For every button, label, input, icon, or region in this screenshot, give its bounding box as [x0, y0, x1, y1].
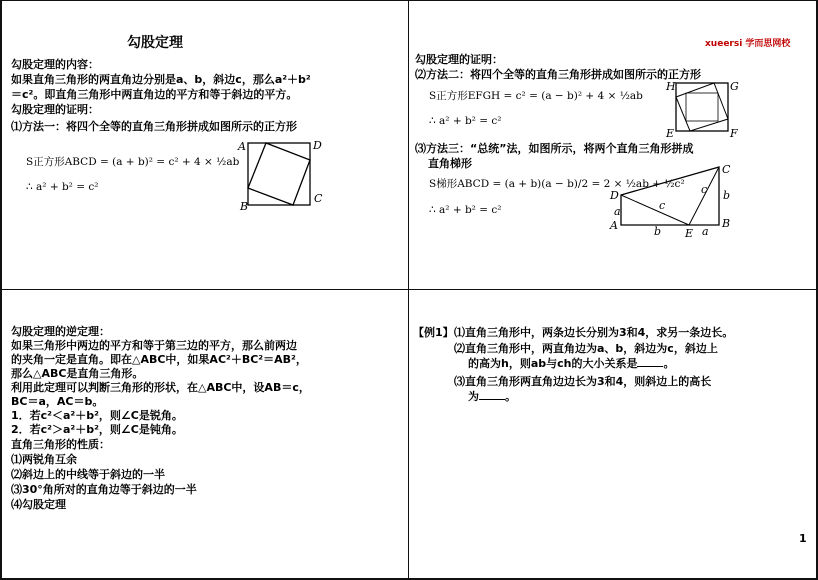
- question-3-text: 为: [468, 390, 479, 403]
- converse-heading: 勾股定理的逆定理：: [11, 325, 110, 338]
- converse-line5: BC＝a，AC＝b。: [11, 395, 104, 408]
- proof-heading: 勾股定理的证明：: [11, 103, 99, 116]
- question-1: ⑴直角三角形中，两条边长分别为3和4，求另一条边长。: [454, 326, 734, 339]
- slide1-title: 勾股定理: [127, 35, 183, 51]
- converse-line4: 利用此定理可以判断三角形的形状，在△ABC中，设AB＝c，: [11, 381, 310, 394]
- trap-side-c-right: c: [701, 183, 708, 196]
- formula-square-efgh: S正方形EFGH = c² = (a − b)² + 4 × ½ab: [429, 90, 643, 102]
- trap-side-b-right: b: [723, 189, 731, 202]
- converse-line6: 1．若c²＜a²＋b²，则∠C是锐角。: [11, 409, 183, 422]
- figure-square-efgh: [664, 77, 744, 141]
- property-3: ⑶30°角所对的直角边等于斜边的一半: [11, 483, 197, 496]
- fig1-label-a: A: [238, 140, 246, 153]
- slide-top-right: [409, 1, 816, 289]
- trap-side-c-middle: c: [659, 199, 666, 212]
- question-2-line1: ⑵直角三角形中，两直角边为a、b，斜边为c，斜边上: [454, 342, 718, 355]
- figure-square-abcd: [236, 138, 331, 213]
- question-3-line1: ⑶直角三角形两直角边边长为3和4，则斜边上的高长: [454, 375, 712, 388]
- trap-side-b-bottom: b: [654, 225, 662, 238]
- trap-label-a: A: [610, 219, 618, 232]
- fig1-label-b: B: [240, 200, 249, 213]
- formula-square-abcd: S正方形ABCD = (a + b)² = c² + 4 × ½ab: [26, 156, 240, 168]
- trap-side-a-bottom: a: [702, 225, 709, 238]
- method1-text: ⑴方法一：将四个全等的直角三角形拼成如图所示的正方形: [11, 120, 297, 133]
- content-line1: 如果直角三角形的两直角边分别是a、b，斜边c，那么a²＋b²: [11, 73, 311, 86]
- question-2-text: 的高为h，则ab与ch的大小关系是: [468, 357, 638, 370]
- question-3-line2: [468, 389, 516, 404]
- trap-side-a-left: a: [614, 205, 621, 218]
- properties-heading: 直角三角形的性质：: [11, 438, 110, 451]
- trap-label-b: B: [722, 217, 731, 230]
- example-label: 【例1】: [413, 326, 454, 339]
- content-heading: 勾股定理的内容：: [11, 58, 99, 71]
- method3-line2: 直角梯形: [428, 157, 472, 170]
- converse-line7: 2．若c²＞a²＋b²，则∠C是钝角。: [11, 423, 183, 436]
- page-number: 1: [799, 532, 807, 545]
- trap-label-d: D: [610, 189, 619, 202]
- proof-heading-2: 勾股定理的证明：: [415, 53, 503, 66]
- formula-conclusion-3: ∴ a² + b² = c²: [429, 204, 502, 216]
- slide-top-left: [2, 1, 408, 289]
- slide-bottom-right: [409, 290, 816, 578]
- formula-conclusion-1: ∴ a² + b² = c²: [26, 181, 99, 193]
- property-1: ⑴两锐角互余: [11, 453, 77, 466]
- fig1-label-c: C: [314, 192, 323, 205]
- slide-bottom-left: [2, 290, 408, 578]
- trap-label-e: E: [685, 227, 694, 240]
- figure-trapezoid: [609, 159, 739, 239]
- fig1-label-d: D: [313, 139, 322, 152]
- converse-line1: 如果三角形中两边的平方和等于第三边的平方，那么前两边: [11, 339, 297, 352]
- method2-text: ⑵方法二：将四个全等的直角三角形拼成如图所示的正方形: [415, 68, 701, 81]
- formula-trapezoid: S梯形ABCD = (a + b)(a − b)/2 = 2 × ½ab + ½c²: [429, 178, 685, 190]
- answer-blank-3[interactable]: [479, 389, 505, 400]
- question-2-end: 。: [663, 357, 675, 370]
- fig2-label-g: G: [730, 80, 739, 93]
- question-3-end: 。: [505, 390, 516, 403]
- fig2-label-f: F: [730, 127, 738, 140]
- property-4: ⑷勾股定理: [11, 498, 66, 511]
- answer-blank-2[interactable]: [637, 356, 663, 367]
- converse-line3: 那么△ABC是直角三角形。: [11, 367, 144, 380]
- fig2-label-h: H: [666, 80, 676, 93]
- trap-label-c-top: C: [722, 163, 731, 176]
- brand-logo: xueersi 学而思网校: [705, 39, 791, 49]
- method3-line1: ⑶方法三：“总统”法，如图所示，将两个直角三角形拼成: [415, 142, 694, 155]
- property-2: ⑵斜边上的中线等于斜边的一半: [11, 468, 165, 481]
- question-2-line2: [468, 356, 674, 371]
- fig2-label-e: E: [666, 127, 675, 140]
- content-line2: ＝c²。即直角三角形中两直角边的平方和等于斜边的平方。: [11, 88, 298, 101]
- formula-conclusion-2: ∴ a² + b² = c²: [429, 115, 502, 127]
- converse-line2: 的夹角一定是直角。即在△ABC中，如果AC²＋BC²＝AB²，: [11, 353, 307, 366]
